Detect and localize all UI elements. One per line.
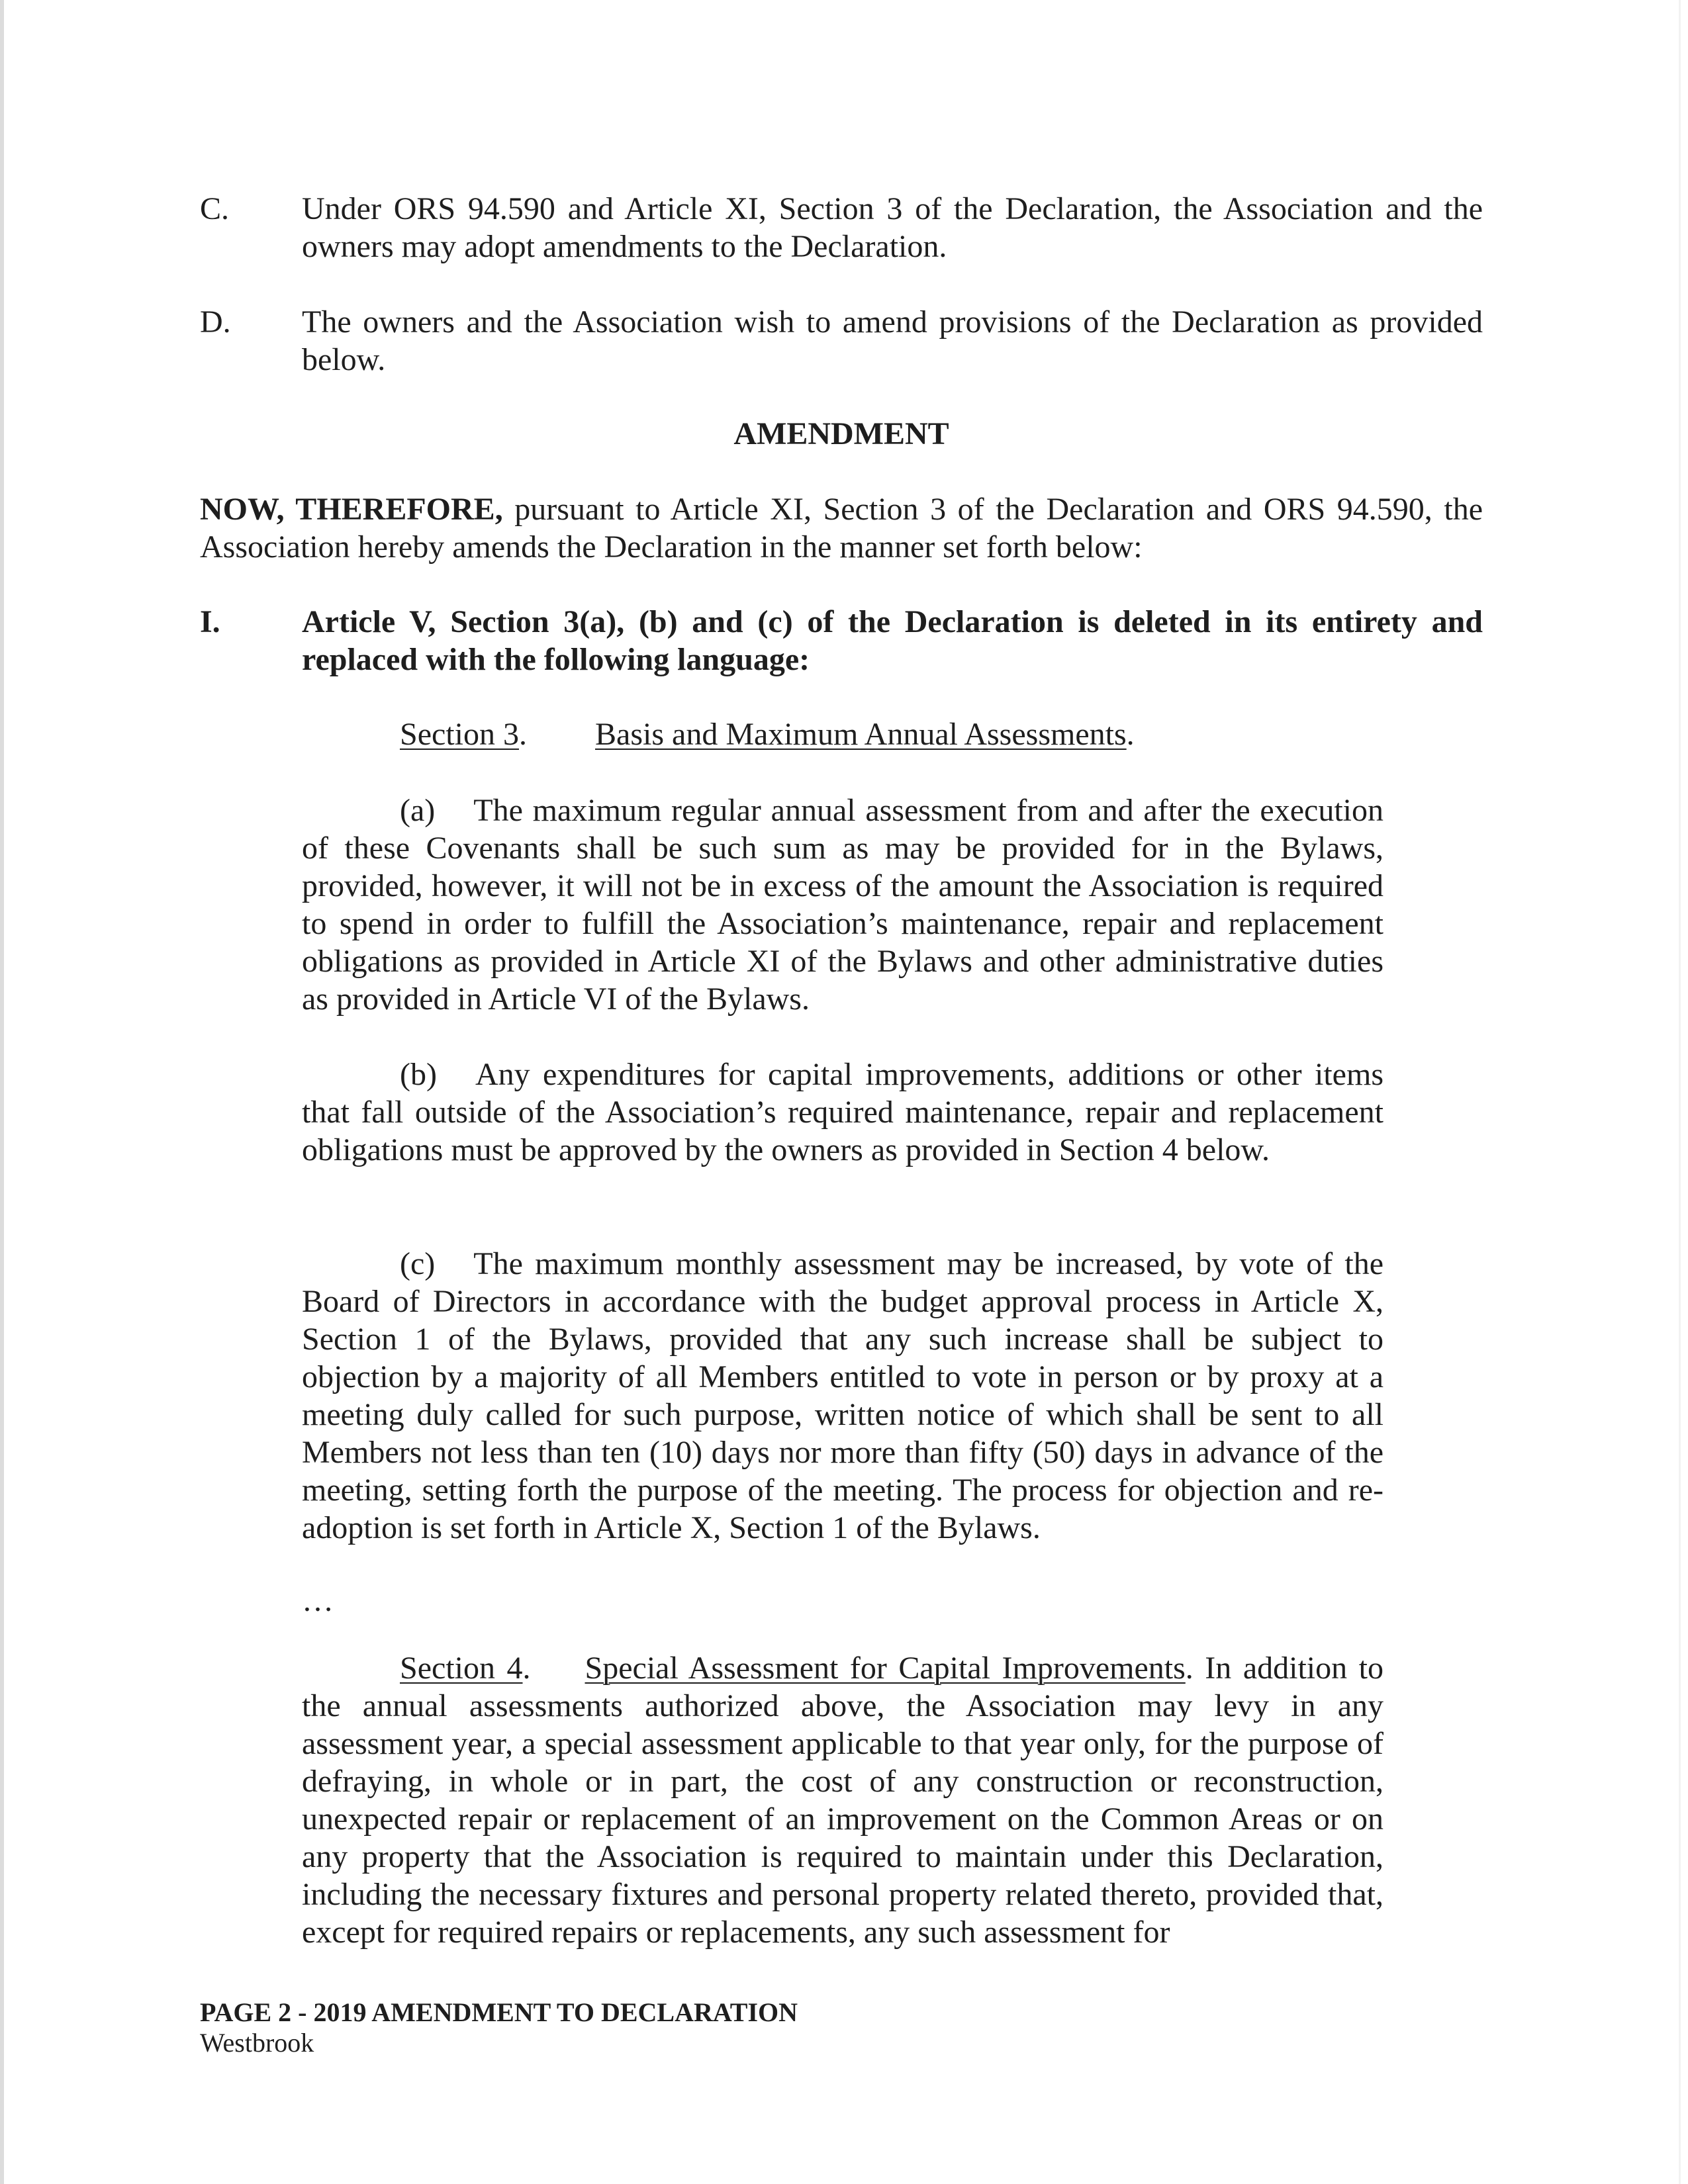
amendment-heading: AMENDMENT [733, 416, 949, 451]
section3-title: Basis and Maximum Annual Assessments [595, 717, 1127, 752]
paragraph-c-label: (c) [400, 1246, 436, 1281]
section3-title-wrap [595, 715, 1135, 753]
section3-number: Section 3 [400, 717, 519, 752]
recital-c-label: C. [200, 191, 230, 226]
section4-number: Section 4 [400, 1651, 523, 1686]
item-label: I. [200, 604, 220, 639]
section4-title: Special Assessment for Capital Improvements [585, 1651, 1186, 1686]
section4-text: . In addition to the annual assessments authorized above, the Association may levy in any assessment year, a special assessment applicable to that year only, for the purpose of defraying, in whole or in part, the cost of any construction or reconstruction, unexpected repair or replacement of an improvement on the Common Areas or on any property that the Association is required to maintain under this Declaration, including the necessary fixtures and personal property related thereto, provided that, except for required repairs or replacements, any such assessment for [302, 1651, 1383, 1950]
recital-d-text: The owners and the Association wish to amend provisions of the Declaration as provided below. [302, 304, 1483, 377]
paragraph-c-text: The maximum monthly assessment may be increased, by vote of the Board of Directors in accordance with the budget approval process in Article X, Section 1 of the Bylaws, provided that any such increase shall be subject to objection by a majority of all Members entitled to vote in person or by proxy at a meeting duly called for such purpose, written notice of which shall be sent to all Members not less than ten (10) days nor more than fifty (50) days in advance of the meeting, setting forth the purpose of the meeting. The process for objection and re-adoption is set forth in Article X, Section 1 of the Bylaws. [302, 1246, 1383, 1545]
paragraph-a [302, 792, 1383, 1018]
footer-title: PAGE 2 - 2019 AMENDMENT TO DECLARATION [200, 1997, 798, 2027]
section4-paragraph [302, 1649, 1383, 1951]
section3-number-punct: . [518, 717, 527, 752]
intro-text: pursuant to Article XI, Section 3 of the Declaration and ORS 94.590, the Association hereby amends the Declaration in the manner set forth below: [200, 492, 1483, 565]
section4-number-punct: . [522, 1651, 531, 1686]
paragraph-a-text: The maximum regular annual assessment from and after the execution of these Covenants shall be such sum as may be provided for in the Bylaws, provided, however, it will not be in excess of the amount the Association is required to spend in order to fulfill the Association’s maintenance, repair and replacement obligations as provided in Article XI of the Bylaws and other administrative duties as provided in Article VI of the Bylaws. [302, 793, 1383, 1017]
intro-paragraph [200, 490, 1483, 566]
paragraph-b-label: (b) [400, 1057, 437, 1092]
intro-lead: NOW, THEREFORE, [200, 492, 503, 527]
scan-edge-right [1679, 0, 1681, 2184]
section3-title-punct: . [1126, 717, 1135, 752]
paragraph-b [302, 1056, 1383, 1169]
paragraph-b-text: Any expenditures for capital improvements, additions or other items that fall outside of the Association’s required maintenance, repair and replacement obligations must be approved by the owners as provided in Section 4 below. [302, 1057, 1383, 1167]
paragraph-a-label: (a) [400, 793, 436, 828]
ellipsis: … [302, 1583, 334, 1618]
paragraph-c [302, 1245, 1383, 1547]
footer-subtitle: Westbrook [200, 2028, 314, 2058]
section3-heading [400, 715, 527, 753]
item-text: Article V, Section 3(a), (b) and (c) of the Declaration is deleted in its entirety and replaced with the following language: [302, 604, 1483, 677]
recital-d-label: D. [200, 304, 231, 340]
page-footer [200, 1997, 798, 2058]
recital-c-text: Under ORS 94.590 and Article XI, Section 3 of the Declaration, the Association and the owners may adopt amendments to the Declaration. [302, 191, 1483, 264]
scan-edge-left [0, 0, 4, 2184]
